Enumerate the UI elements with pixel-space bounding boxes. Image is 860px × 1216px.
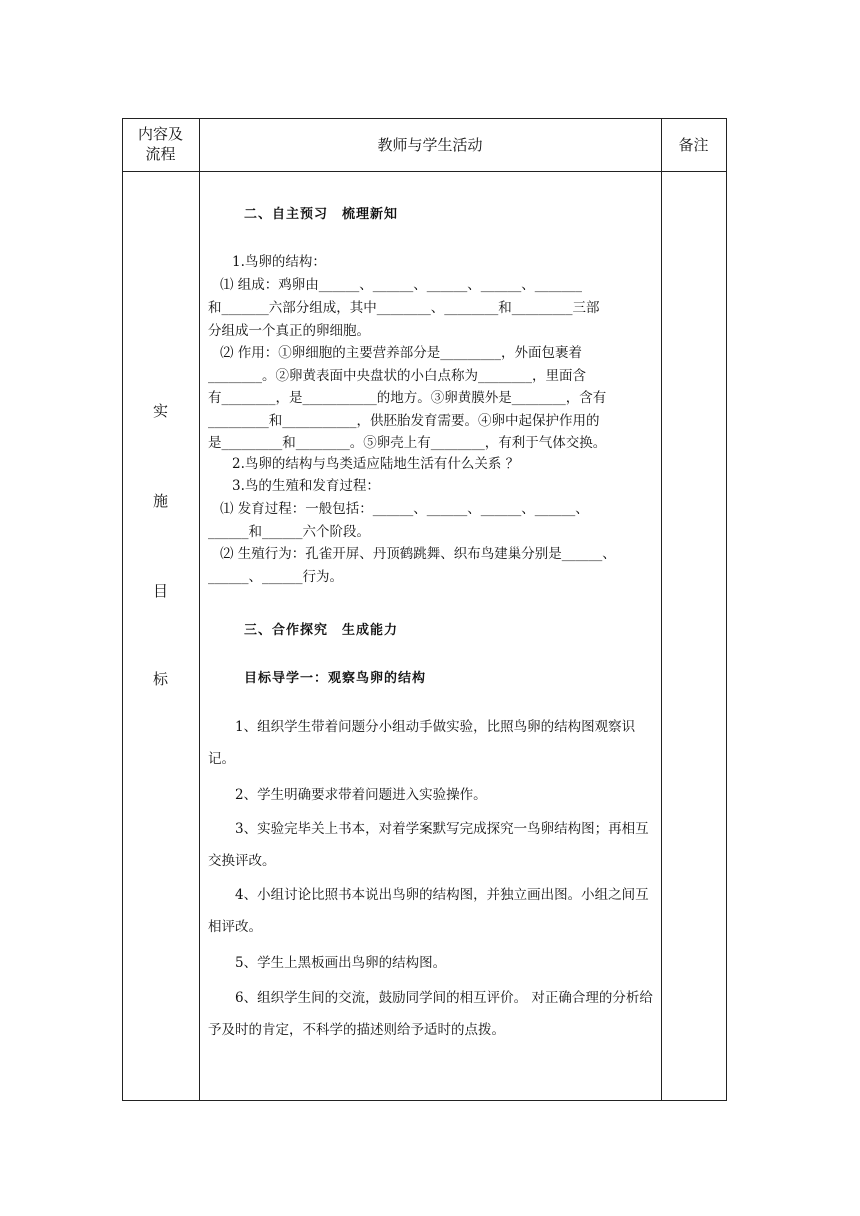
q1-line-8: 是_________和________。⑤卵壳上有________，有利于气体交换。 bbox=[208, 435, 607, 451]
q3-line-2: ______和______六个阶段。 bbox=[208, 524, 370, 540]
activity-content bbox=[208, 0, 654, 1100]
q2-text: 2.鸟卵的结构与鸟类适应陆地生活有什么关系 ？ bbox=[232, 456, 520, 472]
q1-line-3: 分组成一个真正的卵细胞。 bbox=[208, 323, 370, 339]
header-process-column bbox=[122, 124, 199, 164]
step-1: 1、组织学生带着问题分小组动手做实验，比照鸟卵的结构图观察识记。 bbox=[208, 719, 636, 767]
header-activity-column: 教师与学生活动 bbox=[377, 136, 483, 154]
q3-line-1: ⑴ 发育过程：一般包括：______、______、______、______、 bbox=[220, 501, 589, 517]
step-3: 3、实验完毕关上书本，对着学案默写完成探究一鸟卵结构图；再相互交换评改。 bbox=[208, 821, 649, 869]
column-divider-2 bbox=[661, 118, 662, 1101]
goal-1-title: 目标导学一：观察鸟卵的结构 bbox=[244, 671, 427, 686]
step-6: 6、组织学生间的交流，鼓励同学间的相互评价。 对正确合理的分析给予及时的肯定，不科学的描述则给予适时的点拨。 bbox=[208, 990, 653, 1038]
q1-line-4: ⑵ 作用：①卵细胞的主要营养部分是_________，外面包裹着 bbox=[220, 345, 583, 361]
q1-line-7: _________和___________，供胚胎发育需要。④卵中起保护作用的 bbox=[208, 413, 600, 429]
side-char-1: 实 bbox=[152, 402, 168, 420]
step-2: 2、学生明确要求带着问题进入实验操作。 bbox=[235, 787, 487, 803]
header-notes-column: 备注 bbox=[678, 136, 709, 154]
table-bottom-border bbox=[122, 1100, 727, 1101]
header-process-line-2: 流程 bbox=[145, 145, 176, 163]
step-4: 4、小组讨论比照书本说出鸟卵的结构图，并独立画出图。小组之间互相评改。 bbox=[208, 887, 649, 935]
table-left-border bbox=[122, 118, 123, 1101]
q1-line-1: ⑴ 组成：鸡卵由______、______、______、______、_______ bbox=[220, 277, 583, 293]
side-char-4: 标 bbox=[152, 670, 168, 688]
side-char-3: 目 bbox=[152, 582, 168, 600]
q1-line-5: ________。②卵黄表面中央盘状的小白点称为________，里面含 bbox=[208, 368, 586, 384]
q3-line-3: ⑵ 生殖行为：孔雀开屏、丹顶鹤跳舞、织布鸟建巢分别是______、 bbox=[220, 546, 616, 562]
q1-title: 1.鸟卵的结构： bbox=[232, 254, 326, 270]
q1-line-6: 有________，是___________的地方。③卵黄膜外是________，含有 bbox=[208, 390, 607, 406]
section-3-title: 三、合作探究 生成能力 bbox=[244, 623, 399, 638]
step-5: 5、学生上黑板画出鸟卵的结构图。 bbox=[235, 955, 447, 971]
side-char-2: 施 bbox=[152, 492, 168, 510]
header-process-line-1: 内容及 bbox=[137, 125, 183, 143]
column-divider-1 bbox=[199, 118, 200, 1101]
q3-line-4: ______、______行为。 bbox=[208, 569, 343, 585]
q1-line-2: 和_______六部分组成，其中________、________和_________三部 bbox=[208, 300, 600, 316]
table-right-border bbox=[726, 118, 727, 1101]
section-2-title: 二、自主预习 梳理新知 bbox=[244, 207, 399, 222]
q3-title: 3.鸟的生殖和发育过程： bbox=[232, 478, 380, 494]
